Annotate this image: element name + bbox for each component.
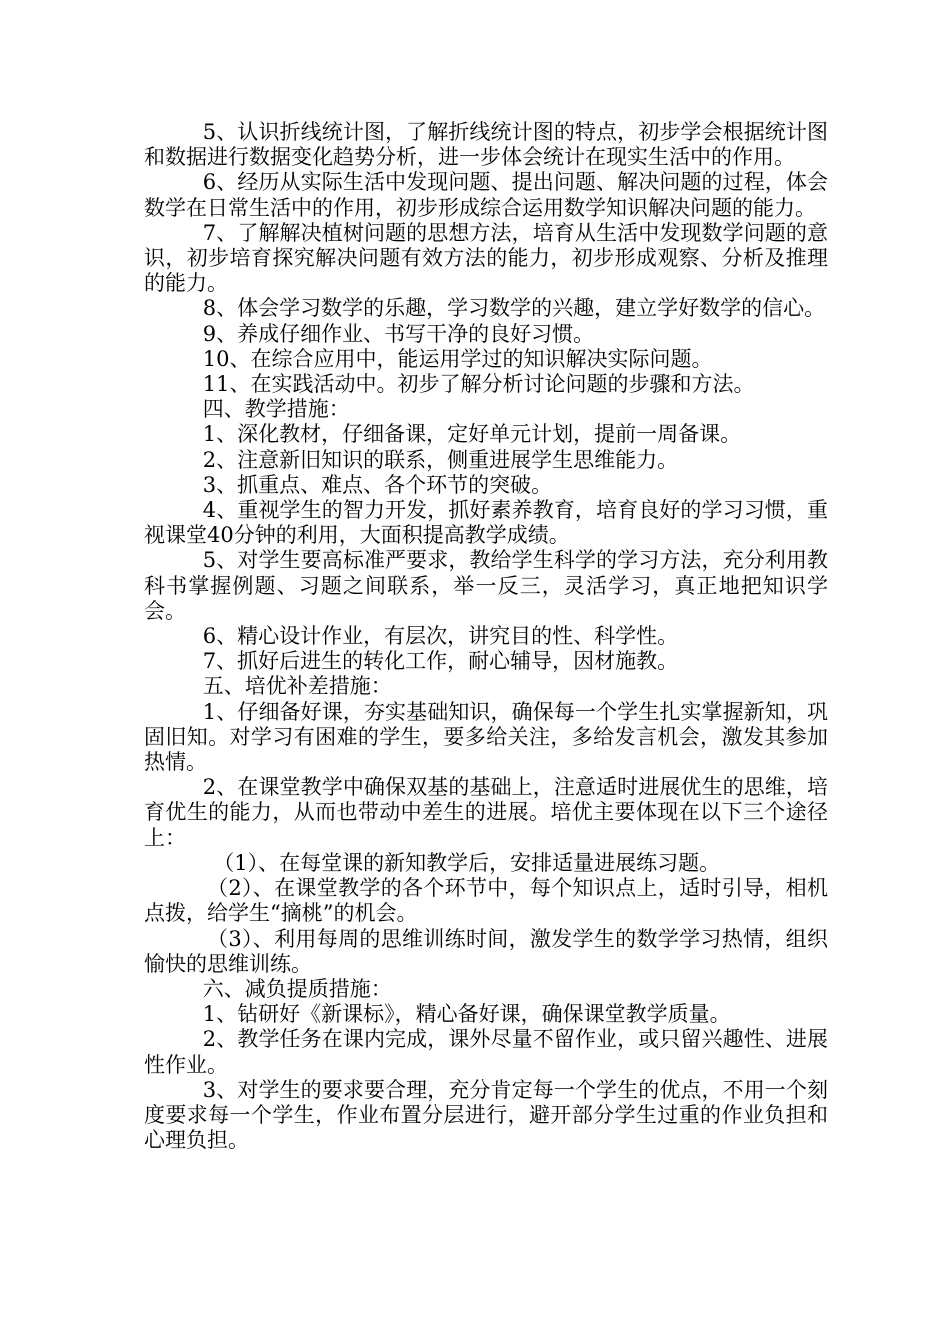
paragraph: 6、经历从实际生活中发现问题、提出问题、解决问题的过程，体会数学在日常生活中的作用，初步形成综合运用数学知识解决问题的能力。 bbox=[144, 170, 828, 220]
section-heading: 五、培优补差措施： bbox=[202, 674, 392, 699]
paragraph: 10、在综合应用中，能运用学过的知识解决实际问题。 bbox=[202, 346, 713, 371]
section-heading: 六、减负提质措施： bbox=[202, 976, 392, 1001]
paragraph: 6、精心设计作业，有层次，讲究目的性、科学性。 bbox=[202, 624, 679, 649]
paragraph: （2）、在课堂教学的各个环节中，每个知识点上，适时引导，相机点拨，给学生“摘桃”的机会。 bbox=[144, 876, 828, 926]
paragraph: 4、重视学生的智力开发，抓好素养教育，培育良好的学习习惯，重视课堂40分钟的利用，大面积提高教学成绩。 bbox=[144, 498, 828, 548]
paragraph: 2、注意新旧知识的联系，侧重进展学生思维能力。 bbox=[202, 447, 679, 472]
document-body bbox=[144, 120, 828, 1153]
paragraph: （3）、利用每周的思维训练时间，激发学生的数学学习热情，组织愉快的思维训练。 bbox=[144, 926, 828, 976]
paragraph: 11、在实践活动中。初步了解分析讨论问题的步骤和方法。 bbox=[202, 372, 755, 397]
paragraph: 8、体会学习数学的乐趣，学习数学的兴趣，建立学好数学的信心。 bbox=[202, 296, 826, 321]
paragraph: 9、养成仔细作业、书写干净的良好习惯。 bbox=[202, 321, 595, 346]
paragraph: 2、教学任务在课内完成，课外尽量不留作业，或只留兴趣性、进展性作业。 bbox=[144, 1027, 828, 1077]
paragraph: 7、抓好后进生的转化工作，耐心辅导，因材施教。 bbox=[202, 649, 679, 674]
paragraph: 7、了解解决植树问题的思想方法，培育从生活中发现数学问题的意识，初步培育探究解决问题有效方法的能力，初步形成观察、分析及推理的能力。 bbox=[144, 220, 828, 296]
paragraph: 3、抓重点、难点、各个环节的突破。 bbox=[202, 472, 553, 497]
paragraph: 1、钻研好《新课标》，精心备好课，确保课堂教学质量。 bbox=[202, 1002, 731, 1027]
paragraph: 1、深化教材，仔细备课，定好单元计划，提前一周备课。 bbox=[202, 422, 742, 447]
paragraph: 5、对学生要高标准严要求，教给学生科学的学习方法，充分利用教科书掌握例题、习题之间联系，举一反三，灵活学习，真正地把知识学会。 bbox=[144, 548, 828, 623]
paragraph: 2、在课堂教学中确保双基的基础上，注意适时进展优生的思维，培育优生的能力，从而也带动中差生的进展。培优主要体现在以下三个途径上： bbox=[144, 775, 828, 850]
paragraph: 1、仔细备好课，夯实基础知识，确保每一个学生扎实掌握新知，巩固旧知。对学习有困难的学生，要多给关注，多给发言机会，激发其参加热情。 bbox=[144, 699, 828, 775]
paragraph: 5、认识折线统计图，了解折线统计图的特点，初步学会根据统计图和数据进行数据变化趋势分析，进一步体会统计在现实生活中的作用。 bbox=[144, 120, 828, 170]
paragraph: 3、对学生的要求要合理，充分肯定每一个学生的优点，不用一个刻度要求每一个学生，作业布置分层进行，避开部分学生过重的作业负担和心理负担。 bbox=[144, 1077, 828, 1153]
section-heading: 四、教学措施： bbox=[202, 397, 350, 422]
paragraph: （1）、在每堂课的新知教学后，安排适量进展练习题。 bbox=[213, 850, 721, 875]
